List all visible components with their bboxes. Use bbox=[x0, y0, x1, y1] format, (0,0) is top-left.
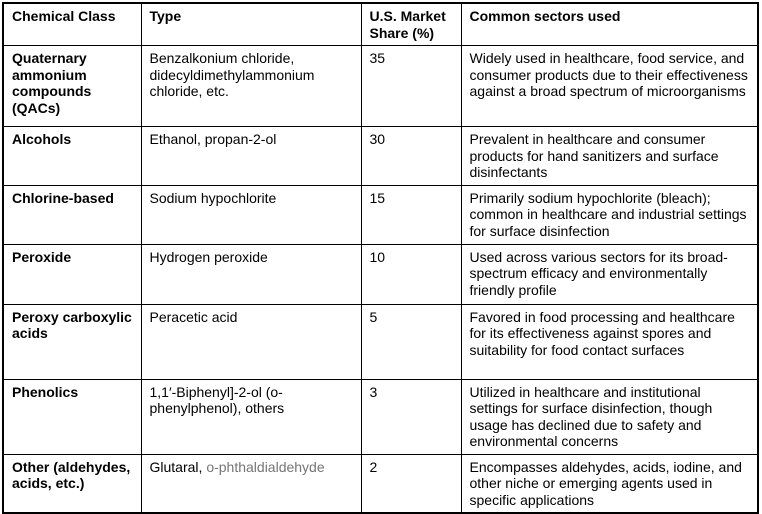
cell-chemical-class: Phenolics bbox=[3, 379, 141, 454]
cell-sectors: Prevalent in healthcare and consumer products for hand sanitizers and surface disinfectants bbox=[461, 127, 758, 186]
column-header-sectors: Common sectors used bbox=[461, 3, 758, 46]
disinfectant-chemical-classes-table bbox=[2, 2, 759, 514]
cell-sectors: Utilized in healthcare and institutional settings for surface disinfection, though usage has declined due to safety and environmental concerns bbox=[461, 379, 758, 454]
table-row bbox=[3, 454, 758, 513]
column-header-chemical-class: Chemical Class bbox=[3, 3, 141, 46]
cell-type-muted-text: o-phthaldialdehyde bbox=[206, 458, 325, 475]
cell-type: Benzalkonium chloride, didecyldimethylammonium chloride, etc. bbox=[141, 46, 361, 127]
table-row bbox=[3, 127, 758, 186]
cell-type-text: Glutaral, bbox=[149, 458, 207, 475]
table-row bbox=[3, 304, 758, 379]
cell-market-share: 15 bbox=[361, 185, 461, 244]
cell-market-share: 2 bbox=[361, 454, 461, 513]
table-row bbox=[3, 185, 758, 244]
cell-type: Sodium hypochlorite bbox=[141, 185, 361, 244]
cell-market-share: 30 bbox=[361, 127, 461, 186]
cell-type: Ethanol, propan-2-ol bbox=[141, 127, 361, 186]
cell-sectors: Encompasses aldehydes, acids, iodine, and other niche or emerging agents used in specific applications bbox=[461, 454, 758, 513]
cell-sectors: Primarily sodium hypochlorite (bleach); common in healthcare and industrial settings for surface disinfection bbox=[461, 185, 758, 244]
cell-market-share: 3 bbox=[361, 379, 461, 454]
cell-chemical-class: Peroxy carboxylic acids bbox=[3, 304, 141, 379]
table-row bbox=[3, 244, 758, 304]
cell-chemical-class: Quaternary ammonium compounds (QACs) bbox=[3, 46, 141, 127]
column-header-type: Type bbox=[141, 3, 361, 46]
cell-type bbox=[141, 454, 361, 513]
cell-market-share: 5 bbox=[361, 304, 461, 379]
cell-market-share: 10 bbox=[361, 244, 461, 304]
cell-sectors: Widely used in healthcare, food service, and consumer products due to their effectiveness against a broad spectrum of microorganisms bbox=[461, 46, 758, 127]
cell-chemical-class: Alcohols bbox=[3, 127, 141, 186]
cell-type: Hydrogen peroxide bbox=[141, 244, 361, 304]
cell-chemical-class: Peroxide bbox=[3, 244, 141, 304]
cell-chemical-class: Chlorine-based bbox=[3, 185, 141, 244]
table-row bbox=[3, 46, 758, 127]
column-header-market-share: U.S. Market Share (%) bbox=[361, 3, 461, 46]
cell-chemical-class: Other (aldehydes, acids, etc.) bbox=[3, 454, 141, 513]
cell-type: 1,1′-Biphenyl]-2-ol (o-phenylphenol), others bbox=[141, 379, 361, 454]
cell-market-share: 35 bbox=[361, 46, 461, 127]
cell-sectors: Favored in food processing and healthcare for its effectiveness against spores and suitability for food contact surfaces bbox=[461, 304, 758, 379]
table-row bbox=[3, 379, 758, 454]
cell-sectors: Used across various sectors for its broad-spectrum efficacy and environmentally friendly profile bbox=[461, 244, 758, 304]
table-header-row bbox=[3, 3, 758, 46]
cell-type: Peracetic acid bbox=[141, 304, 361, 379]
